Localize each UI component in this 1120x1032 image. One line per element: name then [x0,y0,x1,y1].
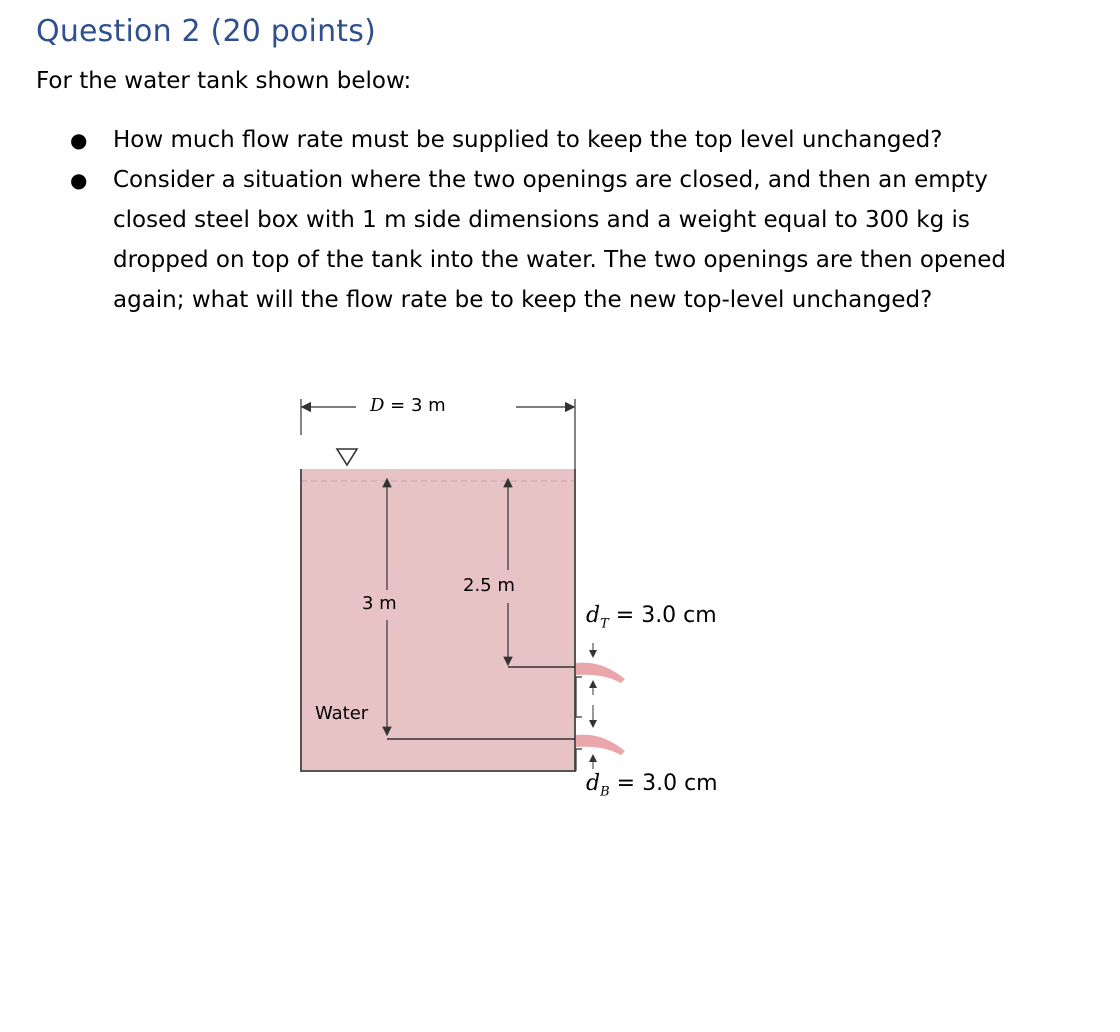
bottom-opening-symbol: d [586,771,601,796]
bullet-text-2: Consider a situation where the two openings are closed, and then an empty closed steel box with 1 m side dimensions and a weight equal to 300 kg is dropped on top of the tank into the water. The two openings are then opened again; what will the flow rate be to keep the new top-level unchanged? [113,167,1007,313]
diameter-value: 3 m [411,395,446,416]
bottom-opening-label [586,771,718,799]
bullet-icon: ● [70,128,88,152]
depth-label: 3 m [362,593,397,614]
bullet-text-1: How much flow rate must be supplied to keep the top level unchanged? [113,127,943,153]
question-bullets [70,120,1050,320]
bottom-opening-sub: B [600,784,610,800]
top-opening-label [586,603,717,631]
water-surface-icon [337,449,357,465]
top-jet [576,663,625,683]
tank-figure [290,385,770,835]
list-item [70,160,1050,320]
diameter-label [370,395,446,416]
water-fill [301,469,575,771]
top-opening-sub: T [600,616,609,632]
top-opening-symbol: d [586,603,601,628]
bottom-jet [576,735,625,755]
diameter-bracket-top [576,677,582,717]
diameter-eq: = [390,395,406,416]
diameter-bracket-bottom [576,749,582,771]
question-title: Question 2 (20 points) [36,14,376,49]
list-item [70,120,1050,160]
question-intro: For the water tank shown below: [36,68,412,94]
outlet-depth-label: 2.5 m [463,575,515,596]
bullet-icon: ● [70,168,88,192]
diameter-symbol: D [370,395,385,416]
water-label: Water [315,703,369,724]
top-opening-value: = 3.0 cm [615,603,717,628]
bottom-opening-value: = 3.0 cm [616,771,718,796]
